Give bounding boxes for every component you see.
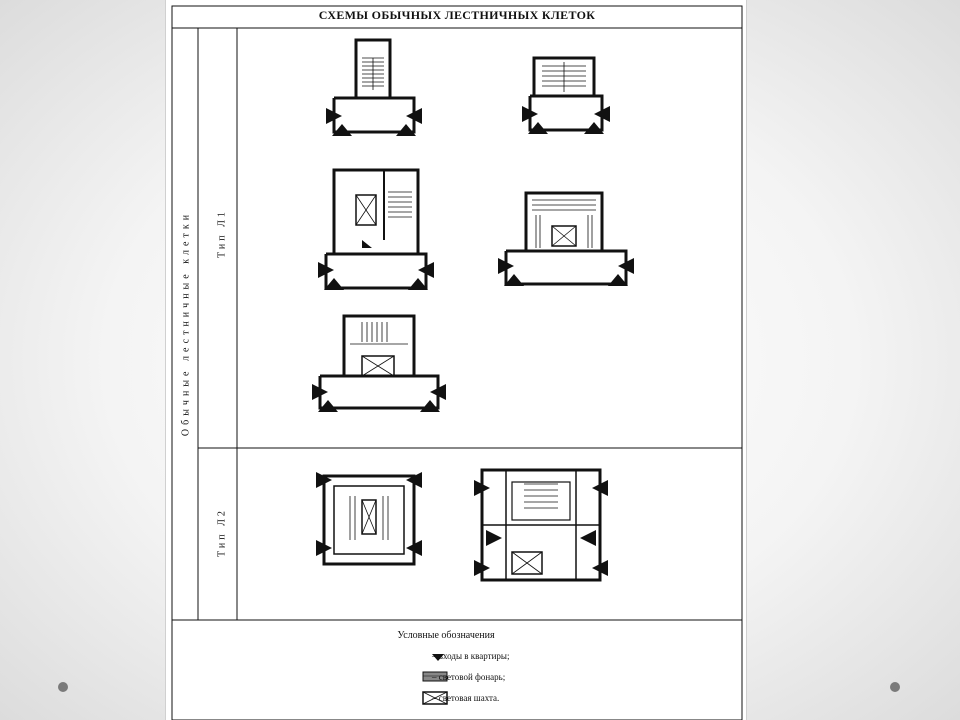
side-label: Обычные лестничные клетки bbox=[180, 210, 192, 437]
stair-plan-5 bbox=[312, 316, 446, 412]
drawing-frame bbox=[166, 0, 748, 720]
legend-item-skylight: – световой фонарь; bbox=[432, 672, 506, 682]
stair-plan-1 bbox=[326, 40, 422, 136]
type-label-l2: Тип Л2 bbox=[216, 508, 228, 557]
prev-slide-dot[interactable] bbox=[58, 682, 68, 692]
next-slide-dot[interactable] bbox=[890, 682, 900, 692]
legend-title: Условные обозначения bbox=[397, 630, 495, 641]
page-title: СХЕМЫ ОБЫЧНЫХ ЛЕСТНИЧНЫХ КЛЕТОК bbox=[318, 8, 596, 22]
legend-item-light-shaft: – световая шахта. bbox=[432, 693, 500, 703]
stair-plan-2 bbox=[522, 58, 610, 134]
document-sheet bbox=[165, 0, 747, 720]
stair-plan-3 bbox=[318, 170, 434, 290]
stair-plan-6 bbox=[316, 472, 422, 564]
type-label-l1: Тип Л1 bbox=[216, 209, 228, 258]
stair-plan-4 bbox=[498, 193, 634, 286]
legend-item-entrances: – входы в квартиры; bbox=[432, 651, 510, 661]
stair-plan-7 bbox=[474, 470, 608, 580]
outer-frame bbox=[172, 6, 742, 720]
